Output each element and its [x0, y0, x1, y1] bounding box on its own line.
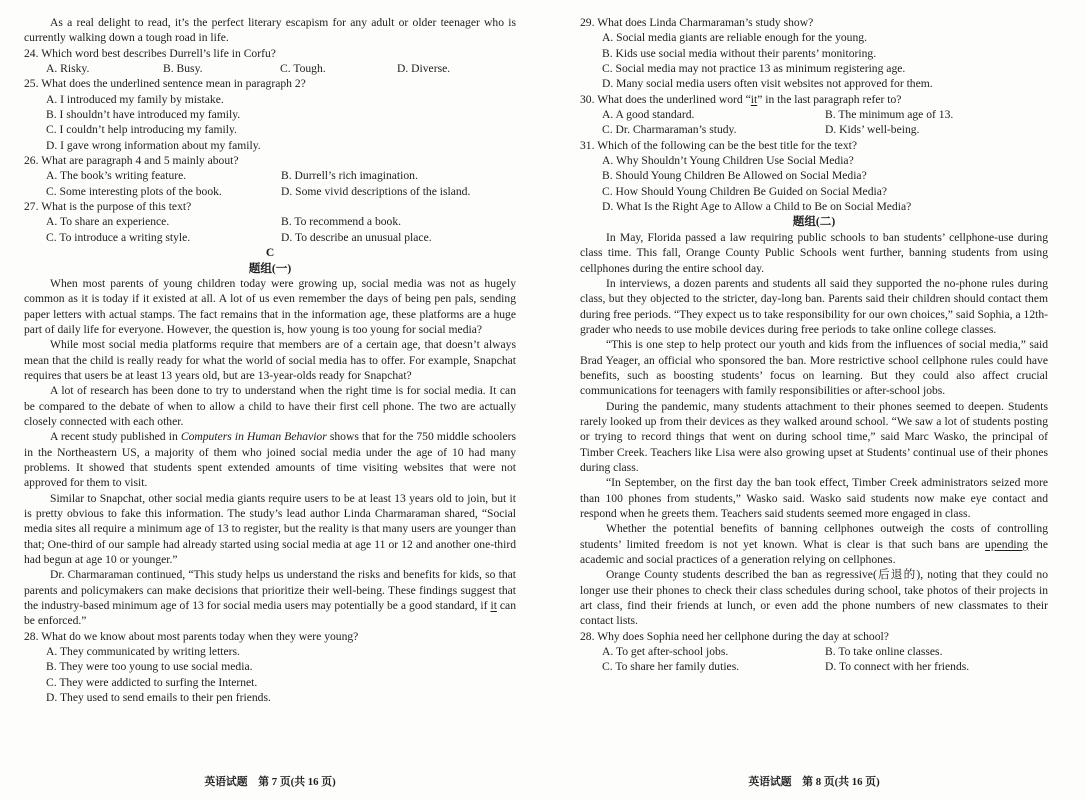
answer-option: C. Tough.	[280, 62, 326, 76]
text-segment: When most parents of young children today were growing up, social media was not as hugely common as it is today if it existed at all. A lot of us even remember the days of being pen pals, sending paper letters with actual stamps. The fact remains that in the information age, these platforms are a huge part of daily life for everyone. However, the question is, how young is too young for social media?	[24, 276, 516, 336]
passage-paragraph	[24, 383, 516, 429]
question-number: 29.	[580, 16, 598, 29]
answer-option: A. Risky.	[46, 62, 90, 76]
text-segment: During the pandemic, many students attachment to their phones seemed to deepen. Students rarely looked up from their devices as they walked around school. “We saw a lot of students posting or trying to record things that went on during school time,” said Marc Wasko, the principal of Timber Creek. Teachers like Lisa were also growing upset at Students’ continual use of their phones during class.	[580, 399, 1048, 474]
answer-option: A. The book’s writing feature.	[46, 169, 187, 183]
answer-option: A. Why Shouldn’t Young Children Use Social Media?	[602, 154, 854, 168]
answer-option: B. The minimum age of 13.	[825, 108, 954, 122]
passage-paragraph	[580, 521, 1048, 567]
options-list	[580, 153, 1048, 214]
question-26	[24, 153, 516, 199]
passage-paragraph	[24, 15, 516, 46]
text-segment: What is the purpose of this text?	[41, 200, 192, 214]
answer-option: D. Some vivid descriptions of the island.	[281, 184, 471, 198]
question-29	[580, 15, 1048, 92]
question-stem	[24, 153, 516, 168]
question-stem	[580, 15, 1048, 30]
question-number: 24.	[24, 46, 42, 60]
answer-option: B. To take online classes.	[825, 645, 943, 659]
answer-option: C. To share her family duties.	[602, 660, 740, 674]
answer-option: A. To get after-school jobs.	[602, 645, 729, 659]
text-segment: Dr. Charmaraman continued, “This study helps us understand the risks and benefits for kids, so that parents and policymakers can make decisions that prioritize their well-being. These findings suggest that the industry-based minimum age of 13 for social media users may potentially be a good standard, if	[24, 568, 516, 613]
question-number: 30.	[580, 92, 598, 106]
page-7-footer: 英语试题 第 7 页(共 16 页)	[204, 776, 336, 788]
text-segment: Why does Sophia need her cellphone during the day at school?	[597, 629, 889, 643]
question-stem	[580, 138, 1048, 153]
section-header: 题组(一)	[248, 261, 292, 275]
text-segment: Which word best describes Durrell’s life in Corfu?	[41, 46, 276, 60]
text-segment: Orange County students described the ban as regressive(后退的), noting that they could no longer use their phones to check their class schedules during school, take photos of their projects in art class, find their friends at lunch, or even add the phone numbers of new classmates to their contact lists.	[580, 568, 1048, 628]
passage-paragraph	[580, 399, 1048, 476]
answer-option: C. They were addicted to surfing the Internet.	[46, 675, 258, 689]
page-8-column	[580, 15, 1048, 675]
options-row	[24, 214, 516, 229]
text-segment: What are paragraph 4 and 5 mainly about?	[41, 154, 239, 168]
options-list	[24, 92, 516, 153]
answer-option: D. Diverse.	[397, 62, 451, 76]
answer-option: B. Kids use social media without their parents’ monitoring.	[602, 46, 877, 60]
options-list	[580, 30, 1048, 91]
answer-option: A. They communicated by writing letters.	[46, 645, 240, 659]
options-list	[24, 644, 516, 705]
answer-option: D. Many social media users often visit websites not approved for them.	[602, 77, 933, 91]
page-7-column	[24, 15, 516, 705]
question-number: 28.	[580, 629, 598, 643]
question-number: 25.	[24, 77, 42, 91]
options-row	[580, 122, 1048, 137]
question-stem	[580, 629, 1048, 644]
text-segment: What does the underlined sentence mean in paragraph 2?	[41, 77, 306, 91]
question-27	[24, 199, 516, 245]
text-segment: “In September, on the first day the ban took effect, Timber Creek administrators seized more than 100 phones from students,” Wasko said. Wasko said students now make eye contact and respond when he greets them. Teachers said students seemed more engaged in class.	[580, 476, 1048, 520]
text-segment: What does the underlined word “	[597, 92, 751, 106]
answer-option: D. I gave wrong information about my family.	[46, 138, 261, 152]
answer-option: B. Durrell’s rich imagination.	[281, 169, 418, 183]
underlined-text: upending	[985, 537, 1029, 551]
answer-option: D. To connect with her friends.	[825, 660, 970, 674]
options-row	[580, 659, 1048, 674]
answer-option: D. Kids’ well-being.	[825, 123, 920, 137]
question-number: 31.	[580, 138, 598, 152]
passage-paragraph	[24, 567, 516, 628]
question-30	[580, 92, 1048, 138]
text-segment: In May, Florida passed a law requiring public schools to ban students’ cellphone-use during class time. This fall, Orange County Public Schools went further, banning students from using cellphones during the entire school day.	[580, 230, 1048, 275]
answer-option: B. I shouldn’t have introduced my family.	[46, 108, 241, 122]
passage-paragraph	[580, 567, 1048, 628]
question-stem	[24, 629, 516, 644]
text-segment: shows that for the 750 middle schoolers in the Northeastern US, a majority of them who joined social media under the age of 10 had many problems. It showed that students spent extended amounts of time visiting websites that were not approved for them to visit.	[24, 430, 516, 490]
answer-option: C. I couldn’t help introducing my family.	[46, 123, 237, 137]
answer-option: A. A good standard.	[602, 108, 695, 122]
options-row	[24, 184, 516, 199]
text-segment: Which of the following can be the best title for the text?	[597, 138, 857, 152]
answer-option: A. I introduced my family by mistake.	[46, 92, 224, 106]
answer-option: B. Busy.	[163, 62, 203, 76]
answer-option: B. To recommend a book.	[281, 215, 402, 229]
underlined-text: it	[750, 92, 758, 106]
question-28	[24, 629, 516, 706]
question-25	[24, 76, 516, 153]
answer-option: C. To introduce a writing style.	[46, 230, 191, 244]
section-header: 题组(二)	[792, 215, 836, 229]
question-stem	[24, 199, 516, 214]
options-row	[580, 107, 1048, 122]
answer-option: A. Social media giants are reliable enough for the young.	[602, 31, 867, 45]
answer-option: D. What Is the Right Age to Allow a Child to Be on Social Media?	[602, 200, 912, 214]
text-segment: Whether the potential benefits of banning cellphones outweigh the costs of controlling students’ limited freedom is not yet known. What is clear is that such bans are	[580, 522, 1048, 551]
passage-paragraph	[24, 337, 516, 383]
question-number: 28.	[24, 629, 42, 643]
text-segment: ” in the last paragraph refer to?	[757, 92, 902, 106]
answer-option: C. Dr. Charmaraman’s study.	[602, 123, 737, 137]
question-stem	[580, 92, 1048, 107]
passage-paragraph	[580, 230, 1048, 276]
text-segment: Similar to Snapchat, other social media giants require users to be at least 13 years old to join, but it is pretty obvious to fake this information. The study’s lead author Linda Charmaraman shared, “Social media sites all require a minimum age of 13 to register, but the reality is that many users are younger than that; One-third of our sample had already started using social media at age 11 or 12 and another one-third had begun at age 10 or younger.”	[24, 491, 516, 567]
passage-paragraph	[580, 337, 1048, 398]
answer-option: C. Social media may not practice 13 as minimum registering age.	[602, 62, 906, 76]
options-row	[24, 168, 516, 183]
text-segment: As a real delight to read, it’s the perfect literary escapism for any adult or older teenager who is currently walking down a tough road in life.	[24, 16, 516, 45]
text-segment: What does Linda Charmaraman’s study show?	[597, 16, 814, 29]
answer-option: A. To share an experience.	[46, 215, 170, 229]
text-segment: A lot of research has been done to try to understand when the right time is for social media. It can be compared to the debate of when to allow a child to have their first cell phone. The two are actually closely connected with each other.	[24, 384, 516, 428]
options-row	[24, 61, 516, 76]
answer-option: D. They used to send emails to their pen friends.	[46, 691, 271, 705]
question-31	[580, 138, 1048, 215]
page-8-footer: 英语试题 第 8 页(共 16 页)	[748, 776, 880, 788]
passage-paragraph	[580, 276, 1048, 337]
text-segment: “This is one step to help protect our youth and kids from the influences of social media,” said Brad Yeager, an official who sponsored the ban. More restrictive school cellphone rules could have benefits, such as boosting students’ focus on learning. But they could also affect crucial communications for teenagers with family responsibilities or after-school jobs.	[580, 338, 1048, 398]
answer-option: C. Some interesting plots of the book.	[46, 184, 222, 198]
passage-paragraph	[24, 276, 516, 337]
answer-option: C. How Should Young Children Be Guided on Social Media?	[602, 184, 888, 198]
question-24	[24, 46, 516, 77]
question-28	[580, 629, 1048, 675]
text-segment: the academic and social practices of a generation relying on cellphones.	[580, 537, 1048, 567]
options-row	[24, 230, 516, 245]
text-segment: While most social media platforms require that members are of a certain age, that doesn’t always mean that the child is really ready for what the world of social media has to offer. For example, Snapchat requires that users be at least 13 years old, but are 13-year-olds ready for Snapchat?	[24, 338, 516, 382]
question-number: 27.	[24, 200, 42, 214]
section-header: C	[265, 246, 275, 260]
text-segment: What do we know about most parents today when they were young?	[41, 629, 359, 643]
answer-option: D. To describe an unusual place.	[281, 230, 432, 244]
text-segment: can be enforced.”	[24, 599, 516, 628]
options-row	[580, 644, 1048, 659]
question-stem	[24, 46, 516, 61]
italic-text: Computers in Human Behavior	[180, 430, 327, 444]
passage-paragraph	[24, 491, 516, 568]
question-stem	[24, 76, 516, 91]
passage-paragraph	[24, 429, 516, 490]
text-segment: A recent study published in	[50, 430, 181, 444]
answer-option: B. They were too young to use social media.	[46, 660, 253, 674]
underlined-text: it	[490, 599, 497, 613]
question-number: 26.	[24, 154, 42, 168]
answer-option: B. Should Young Children Be Allowed on Social Media?	[602, 169, 867, 183]
text-segment: In interviews, a dozen parents and students all said they supported the no-phone rules during class, but they objected to the stricter, day-long ban. Parents said their children should contact them during free periods. “They expect us to take responsibility for our own choices,” said Sophia, a 12th-grader who needs to use mobile devices during free periods to take online college classes.	[580, 276, 1048, 336]
passage-paragraph	[580, 475, 1048, 521]
